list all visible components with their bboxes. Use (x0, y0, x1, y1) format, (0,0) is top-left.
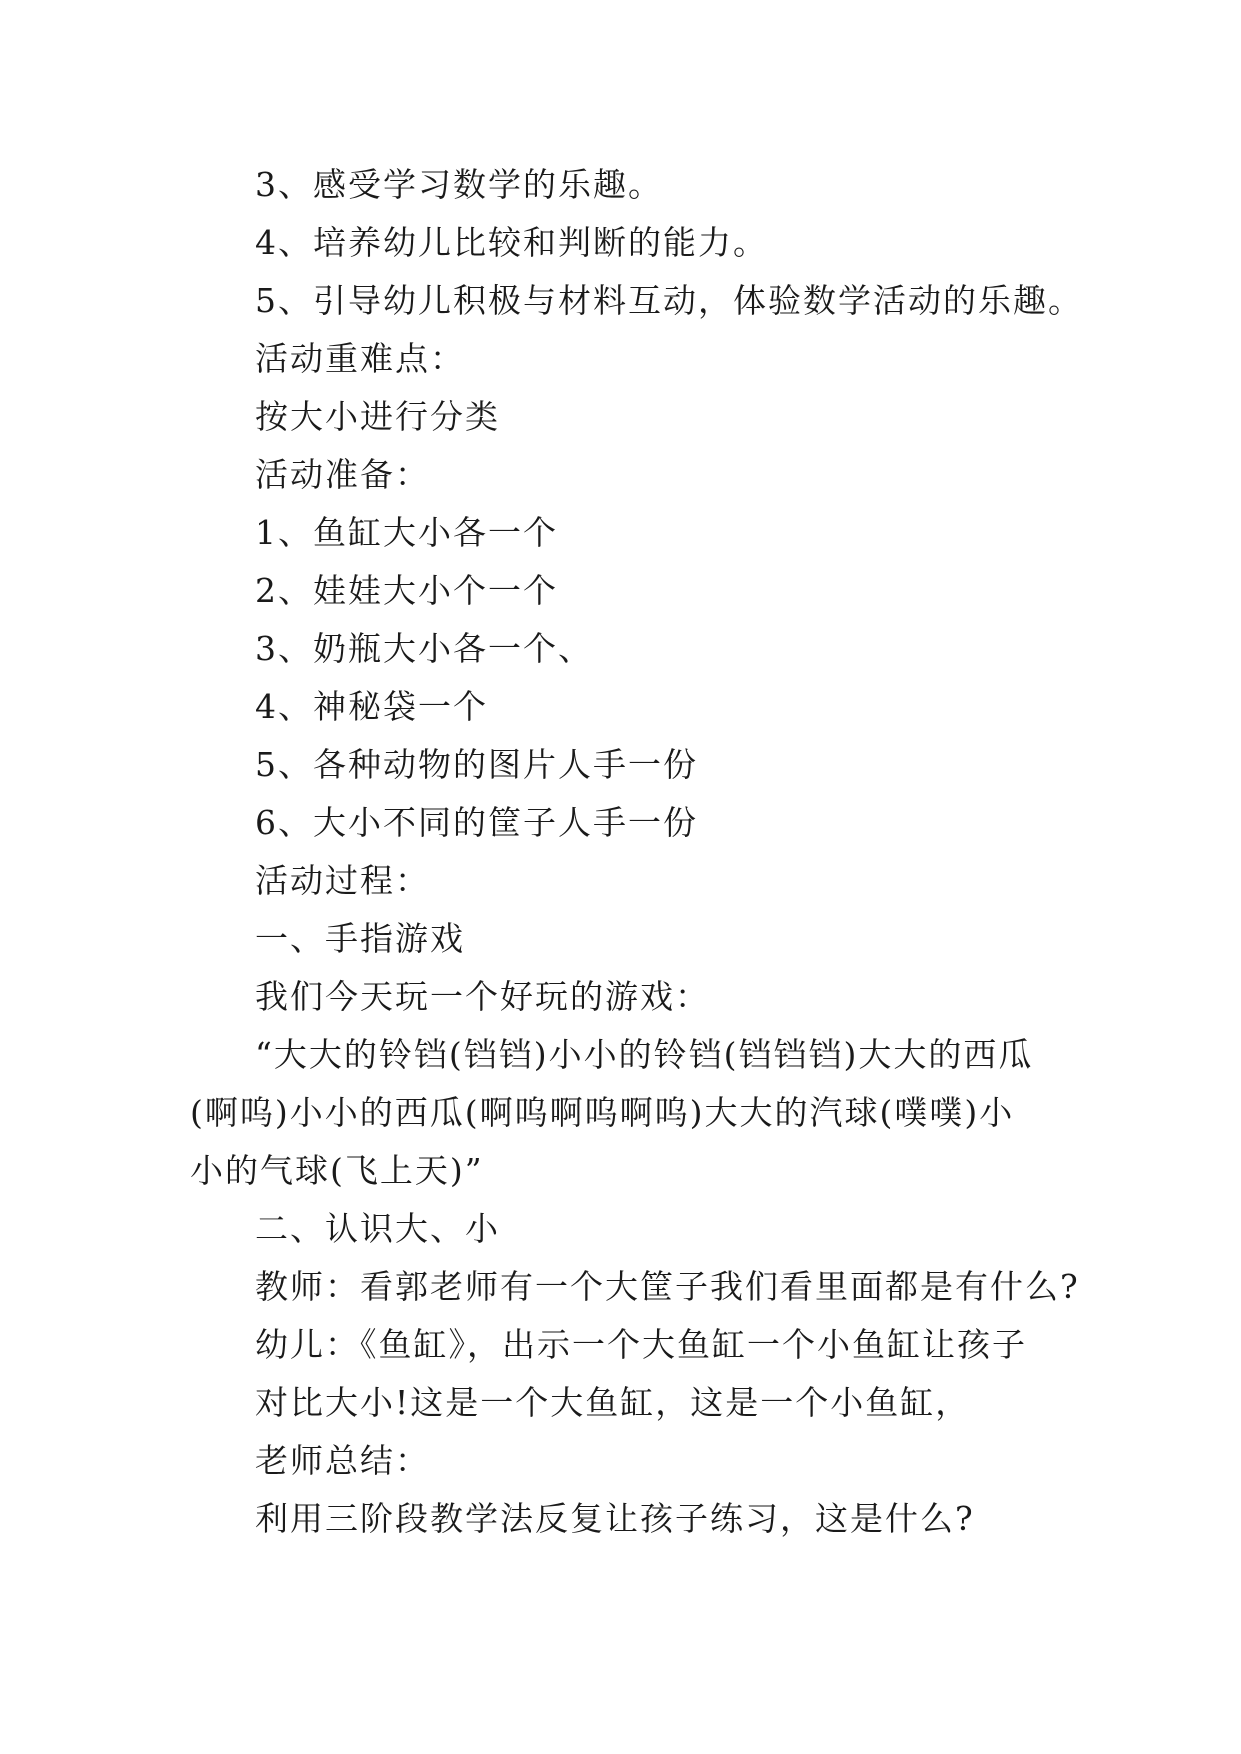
list-item: 3、奶瓶大小各一个、 (255, 629, 593, 668)
text-line: 我们今天玩一个好玩的游戏： (255, 977, 710, 1016)
text-line: 利用三阶段教学法反复让孩子练习，这是什么? (255, 1499, 975, 1538)
list-item: 2、娃娃大小个一个 (255, 571, 558, 610)
child-paragraph: 幼儿：《鱼缸》，出示一个大鱼缸一个小鱼缸让孩子对比大小!这是一个大鱼缸，这是一个小鱼缸， (255, 1325, 1027, 1422)
list-item: 5、各种动物的图片人手一份 (255, 745, 698, 784)
text-line: 教师：看郭老师有一个大筐子我们看里面都是有什么? (255, 1267, 1080, 1306)
text-line: 按大小进行分类 (255, 397, 500, 436)
text-line: 3、感受学习数学的乐趣。 (255, 165, 663, 204)
section-heading: 老师总结： (255, 1441, 430, 1480)
song-paragraph: “大大的铃铛(铛铛)小小的铃铛(铛铛铛)大大的西瓜(啊呜)小小的西瓜(啊呜啊呜啊呜)大大的汽球(噗噗)小小的气球(飞上天)” (190, 1035, 1034, 1190)
text-line: 5、引导幼儿积极与材料互动，体验数学活动的乐趣。 (255, 281, 1083, 320)
document-body (190, 156, 1083, 1548)
section-heading: 活动准备： (255, 455, 430, 494)
list-item: 6、大小不同的筐子人手一份 (255, 803, 698, 842)
section-heading: 活动重难点： (255, 339, 465, 378)
subsection-heading: 二、认识大、小 (255, 1209, 500, 1248)
section-heading: 活动过程： (255, 861, 430, 900)
list-item: 1、鱼缸大小各一个 (255, 513, 558, 552)
list-item: 4、神秘袋一个 (255, 687, 488, 726)
subsection-heading: 一、手指游戏 (255, 919, 465, 958)
text-line: 4、培养幼儿比较和判断的能力。 (255, 223, 768, 262)
